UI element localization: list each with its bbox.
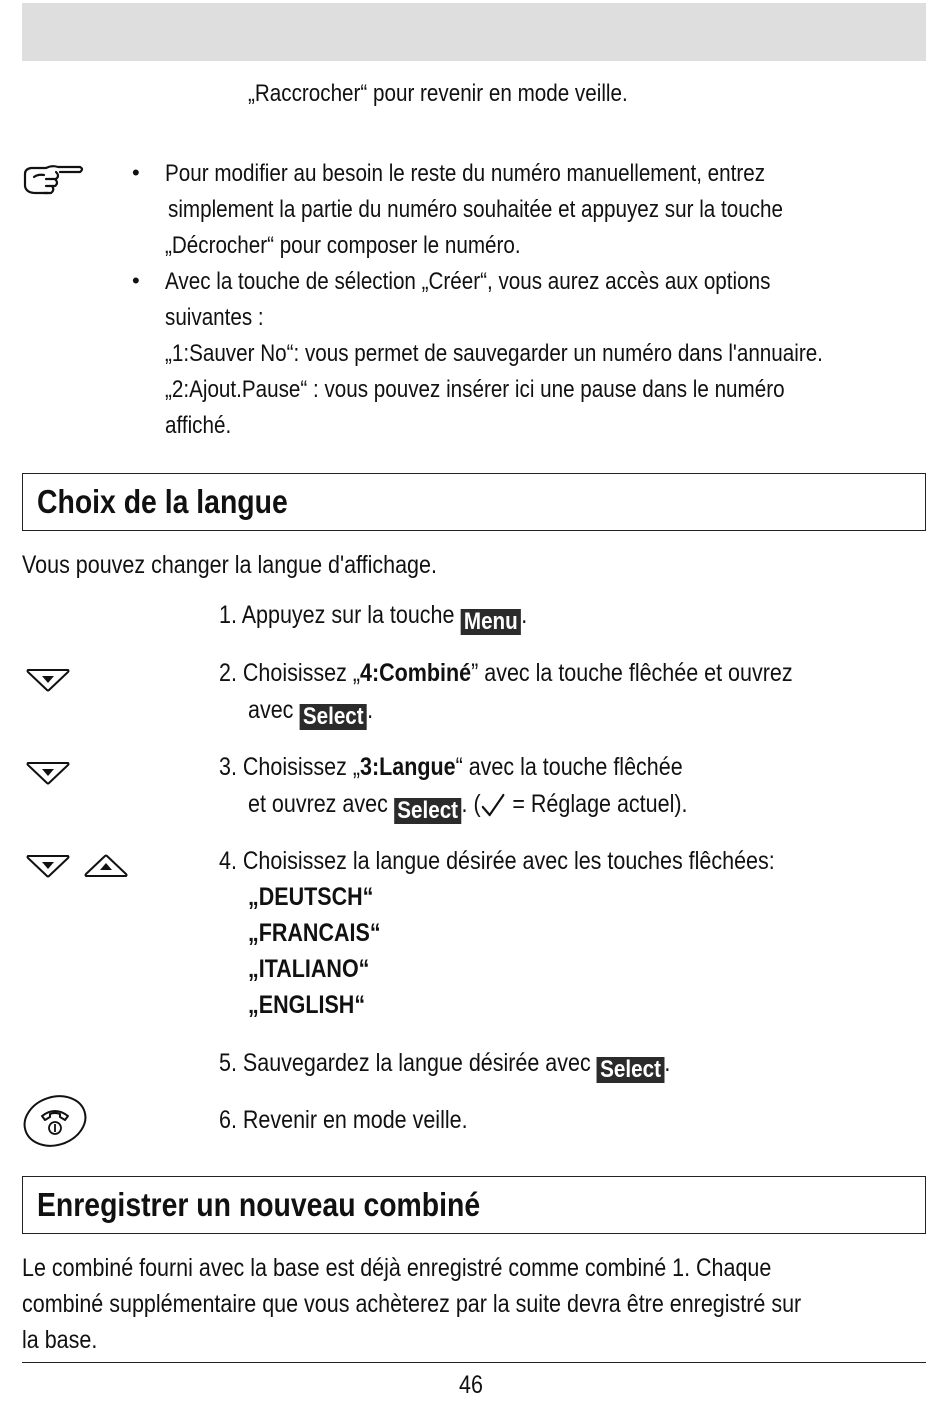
language-option-deutsch: „DEUTSCH“ <box>248 883 374 911</box>
paragraph-line-1: Le combiné fourni avec la base est déjà enregistré comme combiné 1. Chaque <box>22 1254 772 1282</box>
paragraph-line-3: la base. <box>22 1326 98 1354</box>
section-header-new-handset <box>22 1176 926 1234</box>
arrow-down-key-icon <box>25 760 71 786</box>
note-1-line-3: „Décrocher“ pour composer le numéro. <box>165 232 521 259</box>
section-title-new-handset: Enregistrer un nouveau combiné <box>37 1186 481 1223</box>
step-3-line-1: 3. Choisissez „3:Langue“ avec la touche flêchée <box>219 753 683 781</box>
pointing-hand-icon <box>22 162 86 196</box>
section-title-language: Choix de la langue <box>37 483 288 520</box>
menu-key: Menu <box>460 609 521 635</box>
header-bar <box>22 3 926 61</box>
step-1: 1. Appuyez sur la touche Menu . <box>219 601 528 635</box>
arrow-down-key-icon <box>25 853 71 879</box>
language-option-italiano: „ITALIANO“ <box>248 955 370 983</box>
note-2-line-3: „1:Sauver No“: vous permet de sauvegarder un numéro dans l'annuaire. <box>165 340 823 367</box>
note-2-line-4: „2:Ajout.Pause“ : vous pouvez insérer ici une pause dans le numéro <box>165 376 785 403</box>
step-5: 5. Sauvegardez la langue désirée avec Select . <box>219 1049 671 1083</box>
note-2-line-1: Avec la touche de sélection „Créer“, vous aurez accès aux options <box>165 268 771 295</box>
footer-divider <box>22 1362 926 1363</box>
step-2-line-1: 2. Choisissez „4:Combiné” avec la touche flêchée et ouvrez <box>219 659 793 687</box>
end-call-key-icon <box>22 1094 88 1148</box>
section-header-language <box>22 473 926 531</box>
section-intro-language: Vous pouvez changer la langue d'affichage. <box>22 551 437 579</box>
note-1-line-1: Pour modifier au besoin le reste du numéro manuellement, entrez <box>165 160 766 187</box>
select-key: Select <box>597 1057 665 1083</box>
bullet-2: • <box>132 268 140 293</box>
arrow-up-key-icon <box>83 853 129 879</box>
note-2-line-2: suivantes : <box>165 304 264 331</box>
step-6: 6. Revenir en mode veille. <box>219 1106 468 1134</box>
note-1-line-2: simplement la partie du numéro souhaitée et appuyez sur la touche <box>168 196 783 223</box>
intro-line: „Raccrocher“ pour revenir en mode veille. <box>248 80 628 107</box>
arrow-down-key-icon <box>25 667 71 693</box>
select-key: Select <box>394 798 462 824</box>
paragraph-line-2: combiné supplémentaire que vous achèterez par la suite devra être enregistré sur <box>22 1290 802 1318</box>
bullet-1: • <box>132 160 140 185</box>
page-number: 46 <box>459 1371 483 1399</box>
language-option-francais: „FRANCAIS“ <box>248 919 381 947</box>
language-option-english: „ENGLISH“ <box>248 991 366 1019</box>
step-3-line-2: et ouvrez avec Select . ( = Réglage actuel). <box>248 790 688 824</box>
checkmark-icon <box>481 792 507 818</box>
step-4: 4. Choisissez la langue désirée avec les touches flêchées: <box>219 847 775 875</box>
step-2-line-2: avec Select . <box>248 696 374 730</box>
note-2-line-5: affiché. <box>165 412 232 439</box>
select-key: Select <box>299 704 367 730</box>
